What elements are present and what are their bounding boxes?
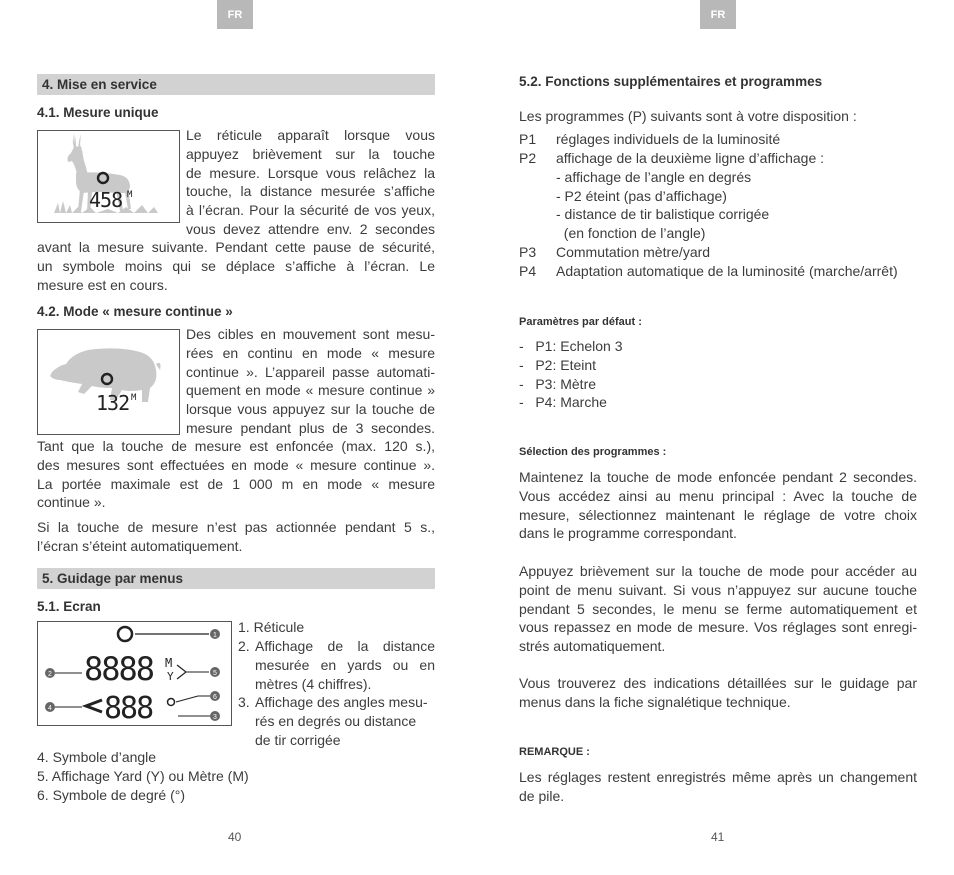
callout-6: 6 [213,694,217,701]
section-4-1-body-text: avant la mesure suivante. Pendant cette pause de sécurité, un symbole moins qui se déplace s’affiche à l’écran. Le mesure est en cours. [37,239,435,293]
remark-title: REMARQUE : [519,746,590,758]
continuous-measure-figure [37,329,180,435]
display-diagram-figure [37,621,232,726]
page-number-left: 40 [228,830,242,844]
default-item: - P4: Marche [519,394,607,411]
legend-item-4: 4. Symbole d’angle [37,749,157,765]
display-layout-diagram [38,622,230,724]
display-unit-meter: M [131,393,137,403]
display-distance-readout: 458 [89,188,123,212]
callout-1: 1 [213,632,217,639]
defaults-title: Paramètres par défaut : [519,316,642,328]
defaults-list [519,337,917,412]
section-5-title: 5. Guidage par menus [37,568,435,589]
selection-title: Sélection des programmes : [519,446,667,458]
unit-yard-label: Y [167,670,174,683]
angle-symbol-icon [86,700,102,712]
section-5-1-title: 5.1. Ecran [37,599,101,614]
single-measure-figure [37,130,180,223]
default-item: - P3: Mètre [519,375,597,392]
section-4-2-title: 4.2. Mode « mesure continue » [37,304,233,319]
section-4-title: 4. Mise en service [37,74,435,95]
default-item: - P1: Echelon 3 [519,338,623,354]
reticle-circle-icon [118,627,132,641]
selection-paragraph-2: Appuyez brièvement sur la touche de mode pour accéder au point de menu suivant. Si vous n’appuyez sur aucune touche pendant 5 secondes, le menu se ferme automatiquement et vous repassez en mode de mesure. Vos réglages sont enregi- strés automatiquement. [519,563,917,655]
display-unit-meter: M [127,190,133,200]
unit-meter-label: M [165,656,173,670]
section-4-2-side-text: Des cibles en mouvement sont mesu- rées en continu en mode « mesure continue ». L’appareil passe automati- quement en mode « mesure continue » lorsque vous appuyez sur la touche de mesure pendant plus de 3 secondes. [186,326,435,436]
legend-item-1: 1. Réticule [238,619,305,635]
callout-4: 4 [48,705,52,712]
default-item: - P2: Eteint [519,356,597,373]
section-4-1-side-text: Le réticule apparaît lorsque vous appuyez brièvement sur la touche de mesure. Lorsque vous relâchez la touche, la distance mesurée s’affiche à l’écran. Pour la sécurité de vos yeux, vous devez attendre env. 2 secondes [186,127,435,237]
selection-paragraph-1: Maintenez la touche de mode enfoncée pendant 2 secondes. Vous accédez ainsi au menu principal : Avec la touche de mesure, sélectionnez maintenant le réglage de votre choix dans le programme correspondant. [519,469,917,542]
language-tab-right: FR [700,0,736,29]
legend-item-6: 6. Symbole de degré (°) [37,786,186,803]
deer-display-illustration [38,131,179,222]
display-legend-list-continued [37,748,435,804]
distance-digits: 8888 [84,650,154,688]
section-4-2-body-text: Tant que la touche de mesure est enfoncée (max. 120 s.), des mesures sont effectuées en mode « mesure continue ». La portée maximale est de 1 000 m en mode « mesure continue ». [37,438,435,511]
boar-display-illustration [38,330,179,434]
left-page [37,0,435,875]
section-4-1-title: 4.1. Mesure unique [37,105,159,120]
page-number-right: 41 [711,830,725,844]
angle-digits: 888 [104,691,153,724]
selection-paragraph-3: Vous trouverez des indications détaillées sur le guidage par menus dans la fiche signalétique technique. [519,675,917,710]
right-page: 5.2. Fonctions supplémentaires et programmes Les programmes (P) suivants sont à votre disposition : P1 réglages individuels de la luminosité P2 affichage de la deuxième ligne d’affichage : - affichage de l’angle en degrés - P2 éteint (pas d’affichage) - distance de tir balistique corrigée (en fonction de l’angle) P3 Commutation mètre/yard P4 Adaptation automatique de la luminosité (marche/arrêt) Paramètres par défaut : - P1: Echelon 3 - P2: Eteint - P3: Mètre - P4: Marche Sélection des programmes : Maintenez la touche de mode enfoncée pendant 2 secondes. Vous accédez ainsi au menu principal : Avec la touche de mesure, sélectionnez maintenant le réglage de votre choix dans le programme correspondant. Appuyez brièvement sur la touche de mode pour accéder au point de menu suivant. Si vous n’appuyez sur aucune touche pendant 5 secondes, le menu se ferme automatiquement et vous repassez en mode de mesure. Vos réglages sont enregi- strés automatiquement. Vous trouverez des indications détaillées sur le guidage par menus dans la fiche signalétique technique. REMARQUE : Les réglages restent enregistrés même après un changement de pile. 41 [519,74,917,844]
display-legend-list: 1. Réticule 2. Affichage de la distance mesurée en yards ou en mètres (4 chiffres). 3. Affichage des angles mesu- rés en degrés ou distance de tir corrigée [238,619,435,748]
callout-5: 5 [213,670,217,677]
section-5-2-title: 5.2. Fonctions supplémentaires et programmes [519,74,823,89]
callout-3: 3 [213,714,217,721]
remark-text: Les réglages restent enregistrés même après un changement de pile. [519,769,917,804]
language-tab-left: FR [217,0,253,29]
programs-intro: Les programmes (P) suivants sont à votre disposition : [519,108,857,124]
display-distance-readout: 132 [96,391,130,415]
section-4-2-auto-off-text: Si la touche de mesure n’est pas actionnée pendant 5 s., l’écran s’éteint automatiquement. [37,519,435,554]
legend-item-5: 5. Affichage Yard (Y) ou Mètre (M) [37,767,249,784]
callout-2: 2 [48,671,52,678]
degree-symbol-icon [168,699,175,706]
